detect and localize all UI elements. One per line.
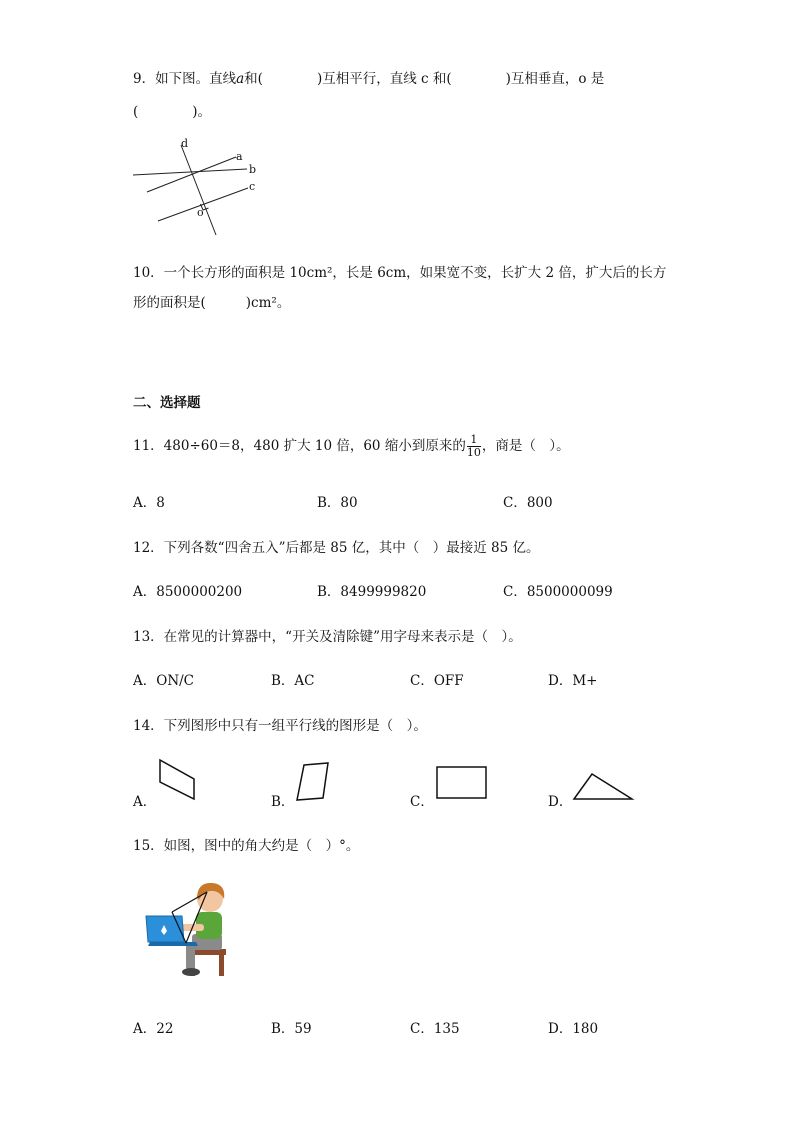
q9-text-c: )互相平行，直线 c 和( [316,71,452,87]
q14-option-b[interactable]: B． [271,794,295,810]
q15-option-b[interactable]: B．59 [271,1021,312,1037]
q12-option-a[interactable]: A．8500000200 [133,584,243,600]
q11-option-a[interactable]: A．8 [133,495,165,511]
q11-option-b[interactable]: B．80 [317,495,358,511]
q14-option-d[interactable]: D． [548,794,573,810]
q13-text: 13．在常见的计算器中，“开关及清除键”用字母来表示是（ ）。 [133,629,522,645]
q9-text-a: 9．如下图。直线 [133,71,237,87]
q9-text-d: )互相垂直，o 是 [505,71,605,87]
q15-option-d[interactable]: D．180 [548,1021,599,1037]
q11-frac-num: 1 [470,433,478,446]
q14-option-a[interactable]: A． [133,794,157,810]
q11-option-c[interactable]: C．800 [503,495,553,511]
q12-text: 12．下列各数“四舍五入”后都是 85 亿，其中（ ）最接近 85 亿。 [133,540,540,556]
q9-text-b: 和( [244,71,263,87]
q12-option-c[interactable]: C．8500000099 [503,584,613,600]
q9-text-e: ( [133,104,139,120]
q11-text-b: ，商是（ ）。 [481,438,570,454]
q13-option-d[interactable]: D．M+ [548,673,598,689]
q13-option-c[interactable]: C．OFF [410,673,464,689]
q12-option-b[interactable]: B．8499999820 [317,584,427,600]
label-a: a [236,150,243,163]
q14-option-c[interactable]: C． [410,794,434,810]
label-c: c [249,180,256,193]
q10-text-b: )cm²。 [245,295,291,311]
q15-text: 15．如图，图中的角大约是（ ）°。 [133,838,360,854]
q10-text-a: 形的面积是( [133,295,206,311]
q11-text-a: 11．480÷60＝8，480 扩大 10 倍，60 缩小到原来的 [133,438,466,454]
q13-option-a[interactable]: A．ON/C [133,673,195,689]
q13-option-b[interactable]: B．AC [271,673,315,689]
q9-text-f: )。 [192,104,212,120]
label-d: d [181,137,189,150]
section-title: 二、选择题 [133,395,201,411]
q9-italic-a: a [236,71,245,87]
label-b: b [249,163,257,176]
q11-frac-den: 10 [466,446,481,459]
q14-text: 14．下列图形中只有一组平行线的图形是（ ）。 [133,718,427,734]
label-o: o [197,206,204,219]
q15-option-a[interactable]: A．22 [133,1021,174,1037]
q15-option-c[interactable]: C．135 [410,1021,460,1037]
q10-line1: 10．一个长方形的面积是 10cm²，长是 6cm，如果宽不变，长扩大 2 倍，扩大后的长方 [133,265,667,281]
